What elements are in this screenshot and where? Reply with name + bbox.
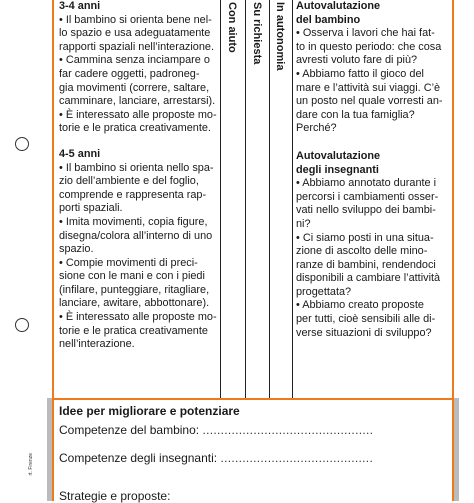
ideas-title: Idee per migliorare e potenziare xyxy=(59,404,240,418)
heading-del-bambino: del bambino xyxy=(296,13,361,26)
fill-in-dots: ............................................... xyxy=(202,423,374,437)
line: sione con le mani e con i piedi xyxy=(59,270,205,283)
line: • Cammina senza inciampare o xyxy=(59,54,210,67)
line: far cadere oggetti, padroneg- xyxy=(59,67,200,80)
frame-left-border xyxy=(52,0,54,501)
line: progettata? xyxy=(296,285,352,298)
line: nell’interazione. xyxy=(59,338,135,351)
line: ni? xyxy=(296,217,311,230)
line: • Imita movimenti, copia figure, xyxy=(59,215,208,228)
row-competenze-insegnanti xyxy=(59,451,373,465)
line: gia movimenti (correre, saltare, xyxy=(59,81,210,94)
line: disegna/colora all’interno di uno xyxy=(59,229,213,242)
grey-side-strip-right xyxy=(454,398,459,501)
frame-divider-line xyxy=(52,398,454,400)
line: • Osserva i lavori che hai fat- xyxy=(296,27,435,40)
self-evaluation-column xyxy=(296,0,450,340)
row-label: Competenze degli insegnanti: xyxy=(59,451,218,465)
line: lo spazio e usa adeguatamente xyxy=(59,27,211,40)
age-heading-3-4: 3-4 anni xyxy=(59,0,101,12)
punch-hole-bottom xyxy=(15,318,29,332)
line: rapporti spaziali nell’interazione. xyxy=(59,40,214,53)
line: • Il bambino si orienta nello spa- xyxy=(59,161,214,174)
row-competenze-bambino xyxy=(59,423,373,437)
fill-in-dots: .......................................... xyxy=(220,451,374,465)
row-label: Strategie e proposte: xyxy=(59,489,171,503)
line: ranze di bambini, rendendoci xyxy=(296,258,436,271)
line: • Abbiamo fatto il gioco del xyxy=(296,67,424,80)
column-line-2 xyxy=(245,0,246,398)
column-line-1 xyxy=(220,0,221,398)
line: • Ci siamo posti in una situa- xyxy=(296,231,434,244)
line: un posto nel quale vorresti an- xyxy=(296,95,443,108)
side-credit-note: rt. Firenze xyxy=(28,453,34,476)
heading-degli-insegnanti: degli insegnanti xyxy=(296,163,379,176)
grey-side-strip-left xyxy=(47,398,52,501)
line: spazio. xyxy=(59,243,94,256)
row-label: Competenze del bambino: xyxy=(59,423,200,437)
line: torie e le pratica creativamente xyxy=(59,324,208,337)
line: • Compie movimenti di preci- xyxy=(59,256,198,269)
line: per tutti, cioè sensibili alle di- xyxy=(296,313,436,326)
line: to in questo periodo: che cosa xyxy=(296,40,442,53)
competence-column xyxy=(59,0,219,352)
punch-hole-top xyxy=(15,137,29,151)
line: comprende e rappresenta rap- xyxy=(59,188,207,201)
column-line-3 xyxy=(269,0,270,398)
heading-autovalutazione-2: Autovalutazione xyxy=(296,149,381,162)
line: verse situazioni di sviluppo? xyxy=(296,326,432,339)
line: • È interessato alle proposte mo- xyxy=(59,108,217,121)
header-con-aiuto: Con aiuto xyxy=(226,2,238,53)
line: • Il bambino si orienta bene nel- xyxy=(59,13,212,26)
line: avresti voluto fare di più? xyxy=(296,54,418,67)
line: zione di ascolto delle mino- xyxy=(296,245,428,258)
line: • È interessato alle proposte mo- xyxy=(59,311,217,324)
line: zio dell’ambiente e del foglio, xyxy=(59,175,199,188)
line: dare con la tua famiglia? Perché? xyxy=(296,108,415,135)
line: disponibili a cambiare l’attività xyxy=(296,272,441,285)
line: • Abbiamo annotato durante i xyxy=(296,177,437,190)
heading-autovalutazione: Autovalutazione xyxy=(296,0,381,12)
header-in-autonomia: In autonomia xyxy=(274,2,286,71)
line: lanciare, awitare, abbottonare). xyxy=(59,297,210,310)
line: • Abbiamo creato proposte xyxy=(296,299,424,312)
header-su-richiesta: Su richiesta xyxy=(251,2,263,65)
age-heading-4-5: 4-5 anni xyxy=(59,147,101,160)
line: vati nello sviluppo dei bambi- xyxy=(296,204,436,217)
column-line-4 xyxy=(292,0,293,398)
line: mare e l’attività sui viaggi. C’è xyxy=(296,81,441,94)
line: percorsi i cambiamenti osser- xyxy=(296,190,439,203)
line: camminare, lanciare, arrestarsi). xyxy=(59,95,216,108)
line: torie e le pratica creativamente. xyxy=(59,122,211,135)
line: (infilare, punteggiare, ritagliare, xyxy=(59,283,210,296)
line: porti spaziali. xyxy=(59,202,123,215)
